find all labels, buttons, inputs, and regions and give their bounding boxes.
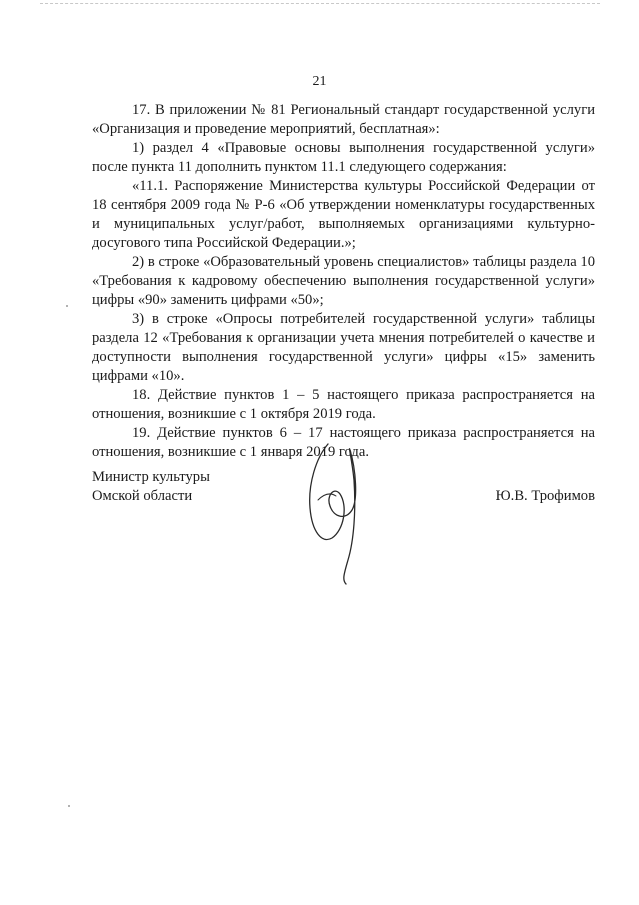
paragraph-subitem-3: 3) в строке «Опросы потребителей государственной услуги» таблицы раздела 12 «Требования к организации учета мнения потребителей о качестве и доступности выполнения государственной услуги» цифры «15» заменить цифрами «10». <box>92 311 595 384</box>
signatory-title-line2: Омской области <box>92 488 193 504</box>
paragraph-subitem-1: 1) раздел 4 «Правовые основы выполнения государственной услуги» после пункта 11 дополнить пунктом 11.1 следующего содержания: <box>92 140 595 175</box>
signatory-title-line1: Министр культуры <box>92 469 210 485</box>
scan-edge-line <box>40 3 600 4</box>
scan-speck <box>68 805 70 807</box>
handwritten-signature-icon <box>300 440 380 590</box>
signature-block <box>92 468 595 588</box>
paragraph-item-18: 18. Действие пунктов 1 – 5 настоящего приказа распространяется на отношения, возникшие с 1 октября 2019 года. <box>92 387 595 422</box>
document-body <box>92 101 595 462</box>
paragraph-item-17: 17. В приложении № 81 Региональный стандарт государственной услуги «Организация и проведение мероприятий, бесплатная»: <box>92 102 595 137</box>
signatory-title <box>92 468 210 506</box>
signatory-name: Ю.В. Трофимов <box>495 488 595 504</box>
paragraph-item-19: 19. Действие пунктов 6 – 17 настоящего приказа распространяется на отношения, возникшие с 1 января 2019 года. <box>92 425 595 460</box>
page-number: 21 <box>312 74 327 89</box>
paragraph-quote-11-1: «11.1. Распоряжение Министерства культуры Российской Федерации от 18 сентября 2009 года № Р-6 «Об утверждении номенклатуры государственных и муниципальных услуг/работ, выполняемых организациями культурно-досугового типа Российской Федерации.»; <box>92 178 595 251</box>
scan-speck <box>66 305 68 307</box>
paragraph-subitem-2: 2) в строке «Образовательный уровень специалистов» таблицы раздела 10 «Требования к кадровому обеспечению выполнения государственной услуги» цифры «90» заменить цифрами «50»; <box>92 254 595 308</box>
